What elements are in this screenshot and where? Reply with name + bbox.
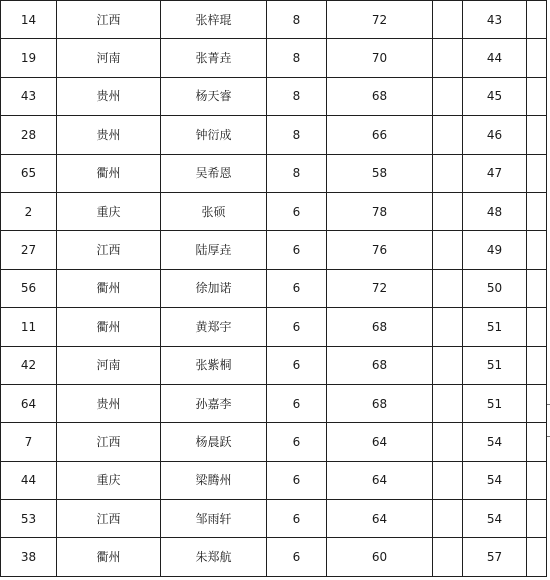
cell-id: 7 <box>1 423 57 461</box>
table-row <box>1 116 547 154</box>
cell-total: 76 <box>327 231 433 269</box>
cell-score: 6 <box>267 384 327 422</box>
table-row <box>1 231 547 269</box>
table-row <box>1 308 547 346</box>
cell-name: 张梓琨 <box>161 1 267 39</box>
cell-score: 6 <box>267 269 327 307</box>
cell-name: 张硕 <box>161 192 267 230</box>
cell-score: 6 <box>267 231 327 269</box>
cell-name: 陆厚垚 <box>161 231 267 269</box>
cell-rank: 57 <box>463 538 527 576</box>
cell-score: 6 <box>267 500 327 538</box>
cell-extra <box>527 461 547 499</box>
cell-name: 梁腾州 <box>161 461 267 499</box>
cell-blank <box>433 423 463 461</box>
cell-extra <box>527 423 547 461</box>
cell-id: 56 <box>1 269 57 307</box>
cell-name: 张紫桐 <box>161 346 267 384</box>
cell-blank <box>433 1 463 39</box>
table-row <box>1 461 547 499</box>
cell-total: 72 <box>327 1 433 39</box>
cell-score: 8 <box>267 39 327 77</box>
cell-province: 重庆 <box>57 192 161 230</box>
cell-blank <box>433 39 463 77</box>
cell-rank: 50 <box>463 269 527 307</box>
cell-blank <box>433 116 463 154</box>
cell-rank: 54 <box>463 500 527 538</box>
cell-name: 朱郑航 <box>161 538 267 576</box>
cell-province: 衢州 <box>57 308 161 346</box>
cell-score: 6 <box>267 423 327 461</box>
cell-score: 6 <box>267 346 327 384</box>
cell-total: 64 <box>327 461 433 499</box>
cell-id: 11 <box>1 308 57 346</box>
cell-total: 64 <box>327 423 433 461</box>
cell-province: 贵州 <box>57 384 161 422</box>
cell-province: 贵州 <box>57 116 161 154</box>
cell-extra <box>527 538 547 576</box>
cell-name: 吴希恩 <box>161 154 267 192</box>
cell-province: 贵州 <box>57 77 161 115</box>
cell-extra <box>527 346 547 384</box>
cell-name: 张菁垚 <box>161 39 267 77</box>
cell-extra <box>527 116 547 154</box>
cell-id: 14 <box>1 1 57 39</box>
cell-province: 河南 <box>57 346 161 384</box>
table-row <box>1 384 547 422</box>
cell-score: 6 <box>267 538 327 576</box>
cell-name: 孙嘉李 <box>161 384 267 422</box>
cell-total: 58 <box>327 154 433 192</box>
cell-name: 杨晨跃 <box>161 423 267 461</box>
cell-blank <box>433 308 463 346</box>
cell-name: 黄郑宇 <box>161 308 267 346</box>
cell-province: 河南 <box>57 39 161 77</box>
cell-extra <box>527 154 547 192</box>
cell-rank: 44 <box>463 39 527 77</box>
cell-name: 邹雨轩 <box>161 500 267 538</box>
table-row <box>1 1 547 39</box>
cell-id: 42 <box>1 346 57 384</box>
cell-province: 衢州 <box>57 154 161 192</box>
cell-score: 6 <box>267 308 327 346</box>
cell-province: 重庆 <box>57 461 161 499</box>
cell-id: 28 <box>1 116 57 154</box>
cell-rank: 48 <box>463 192 527 230</box>
cell-name: 钟衍成 <box>161 116 267 154</box>
cell-province: 江西 <box>57 423 161 461</box>
cell-score: 8 <box>267 1 327 39</box>
cell-total: 68 <box>327 308 433 346</box>
cell-id: 43 <box>1 77 57 115</box>
cell-extra <box>527 269 547 307</box>
cell-id: 2 <box>1 192 57 230</box>
cell-province: 江西 <box>57 231 161 269</box>
table-row <box>1 39 547 77</box>
cell-id: 53 <box>1 500 57 538</box>
cell-blank <box>433 461 463 499</box>
cell-rank: 54 <box>463 423 527 461</box>
cell-extra <box>527 39 547 77</box>
cell-province: 衢州 <box>57 269 161 307</box>
table-row <box>1 269 547 307</box>
cell-extra <box>527 308 547 346</box>
table-row <box>1 538 547 576</box>
cell-extra <box>527 1 547 39</box>
cell-blank <box>433 154 463 192</box>
cell-extra <box>527 500 547 538</box>
cell-rank: 51 <box>463 346 527 384</box>
cell-total: 70 <box>327 39 433 77</box>
cell-rank: 54 <box>463 461 527 499</box>
cell-blank <box>433 192 463 230</box>
cell-id: 64 <box>1 384 57 422</box>
cell-id: 19 <box>1 39 57 77</box>
cell-extra <box>527 192 547 230</box>
cell-score: 8 <box>267 154 327 192</box>
cell-total: 72 <box>327 269 433 307</box>
cell-rank: 51 <box>463 308 527 346</box>
cell-extra <box>527 384 547 422</box>
cell-id: 38 <box>1 538 57 576</box>
cell-total: 78 <box>327 192 433 230</box>
table-row <box>1 346 547 384</box>
cell-id: 65 <box>1 154 57 192</box>
cell-rank: 51 <box>463 384 527 422</box>
results-table-body <box>1 1 547 577</box>
cell-total: 66 <box>327 116 433 154</box>
cell-score: 8 <box>267 116 327 154</box>
cell-blank <box>433 500 463 538</box>
cell-total: 68 <box>327 77 433 115</box>
cell-extra <box>527 231 547 269</box>
cell-blank <box>433 384 463 422</box>
cell-score: 6 <box>267 461 327 499</box>
cell-total: 68 <box>327 346 433 384</box>
cell-rank: 49 <box>463 231 527 269</box>
table-row <box>1 500 547 538</box>
cell-rank: 46 <box>463 116 527 154</box>
cell-total: 68 <box>327 384 433 422</box>
cell-blank <box>433 538 463 576</box>
table-row <box>1 423 547 461</box>
cell-blank <box>433 346 463 384</box>
cell-total: 60 <box>327 538 433 576</box>
cell-province: 衢州 <box>57 538 161 576</box>
cell-rank: 47 <box>463 154 527 192</box>
cell-province: 江西 <box>57 500 161 538</box>
cell-total: 64 <box>327 500 433 538</box>
cell-blank <box>433 231 463 269</box>
cell-province: 江西 <box>57 1 161 39</box>
cell-id: 27 <box>1 231 57 269</box>
cell-name: 杨天睿 <box>161 77 267 115</box>
table-row <box>1 192 547 230</box>
cell-blank <box>433 77 463 115</box>
cell-rank: 43 <box>463 1 527 39</box>
cell-blank <box>433 269 463 307</box>
table-row <box>1 77 547 115</box>
cell-name: 徐加诺 <box>161 269 267 307</box>
cell-extra <box>527 77 547 115</box>
cell-id: 44 <box>1 461 57 499</box>
table-row <box>1 154 547 192</box>
cell-rank: 45 <box>463 77 527 115</box>
cell-score: 6 <box>267 192 327 230</box>
cell-score: 8 <box>267 77 327 115</box>
